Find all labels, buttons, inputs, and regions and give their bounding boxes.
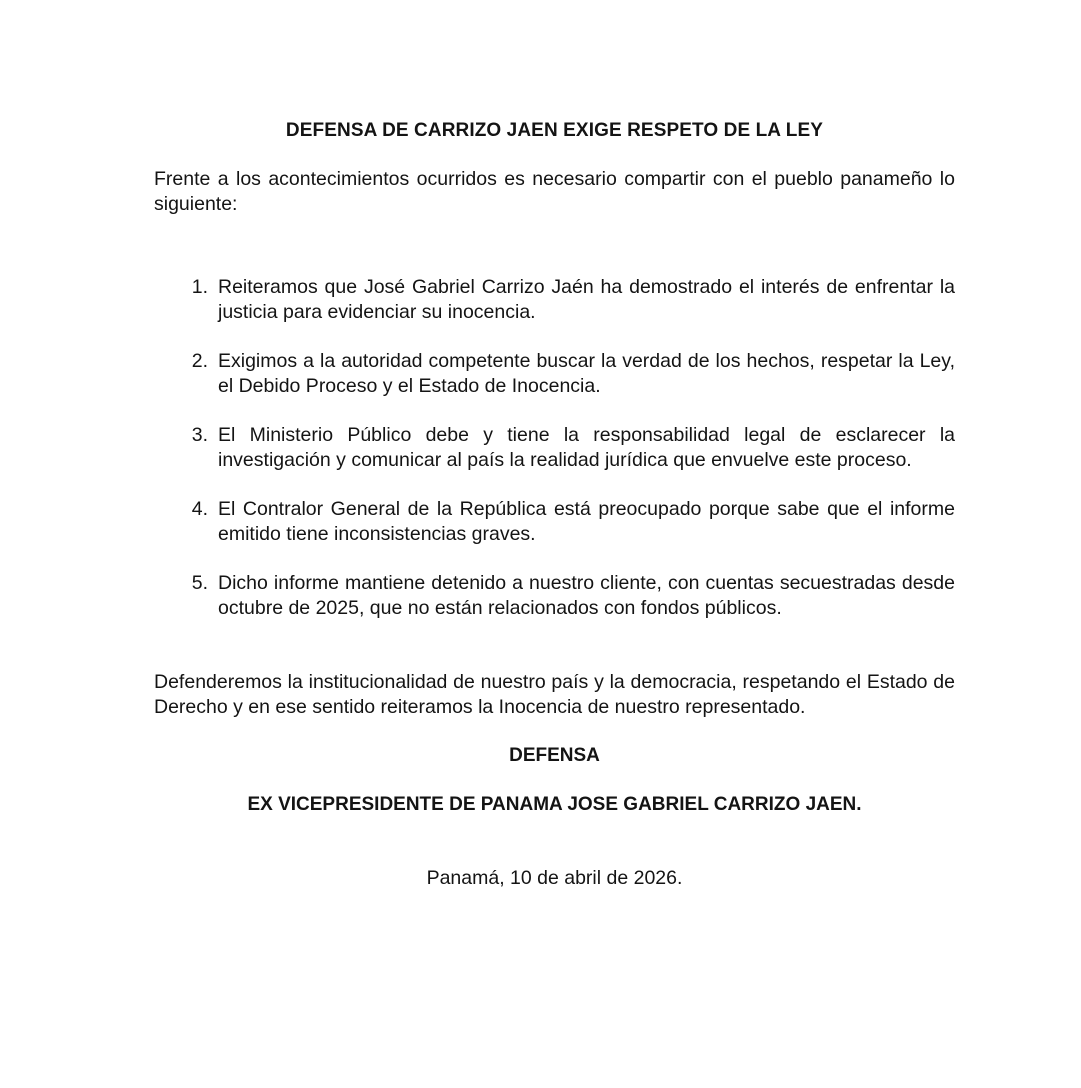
list-item-number: 5. — [191, 572, 208, 594]
list-item-number: 4. — [191, 498, 208, 520]
list-item-text: Reiteramos que José Gabriel Carrizo Jaén ha demostrado el interés de enfrentar la justicia para evidenciar su inocencia. — [218, 276, 955, 323]
document-title: DEFENSA DE CARRIZO JAEN EXIGE RESPETO DE LA LEY — [285, 120, 824, 141]
statement-document — [154, 118, 955, 891]
list-item-number: 2. — [191, 350, 208, 372]
signature-heading: DEFENSA — [509, 745, 600, 766]
document-date: Panamá, 10 de abril de 2026. — [426, 867, 683, 889]
list-item-number: 1. — [191, 276, 208, 298]
list-item — [154, 275, 955, 325]
list-item-text: Exigimos a la autoridad competente buscar la verdad de los hechos, respetar la Ley, el Debido Proceso y el Estado de Inocencia. — [218, 350, 955, 397]
list-item — [154, 571, 955, 621]
list-item — [154, 423, 955, 473]
list-item-number: 3. — [191, 424, 208, 446]
list-item-text: El Contralor General de la República está preocupado porque sabe que el informe emitido tiene inconsistencias graves. — [218, 498, 955, 545]
list-item — [154, 497, 955, 547]
numbered-list — [154, 275, 955, 621]
closing-paragraph: Defenderemos la institucionalidad de nuestro país y la democracia, respetando el Estado de Derecho y en ese sentido reiteramos la Inocencia de nuestro representado. — [154, 671, 955, 718]
list-item-text: El Ministerio Público debe y tiene la responsabilidad legal de esclarecer la investigación y comunicar al país la realidad jurídica que envuelve este proceso. — [218, 424, 955, 471]
intro-paragraph: Frente a los acontecimientos ocurridos es necesario compartir con el pueblo panameño lo siguiente: — [154, 168, 955, 215]
list-item-text: Dicho informe mantiene detenido a nuestro cliente, con cuentas secuestradas desde octubre de 2025, que no están relacionados con fondos públicos. — [218, 572, 955, 619]
list-item — [154, 349, 955, 399]
signature-name: EX VICEPRESIDENTE DE PANAMA JOSE GABRIEL CARRIZO JAEN. — [247, 794, 862, 815]
